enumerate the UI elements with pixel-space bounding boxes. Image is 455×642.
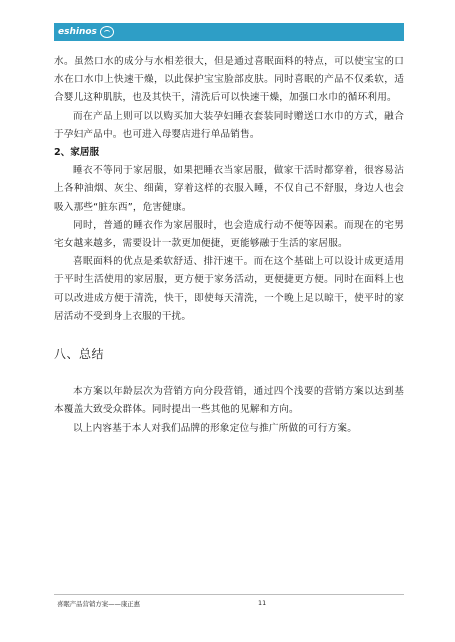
page-footer xyxy=(54,594,404,608)
paragraph-6: 本方案以年龄层次为营销方向分段营销，通过四个浅要的营销方案以达到基本覆盖大致受众群体。同时提出一些其他的见解和方向。 xyxy=(54,386,404,416)
paragraph-5: 喜眠面料的优点是柔软舒适、排汗速干。而在这个基础上可以设计成更适用于平时生活使用的家居服，更方便于家务活动，更便捷更方便。同时在面料上也可以改进成方便于清洗，快干，即使每天清洗，一个晚上足以晾干，使平时的家居活动不受到身上衣服的干扰。 xyxy=(54,256,404,322)
footer-document-title: 喜眠产品营销方案——康正惠 xyxy=(57,600,141,608)
document-body xyxy=(54,53,404,438)
logo-mark-icon xyxy=(100,26,114,38)
paragraph-4: 同时，普通的睡衣作为家居服时，也会造成行动不便等因素。而现在的宅男宅女越来越多，需要设计一款更加便捷，更能够融于生活的家居服。 xyxy=(54,219,404,250)
section-title-summary: 八、总结 xyxy=(54,347,105,362)
logo-text: eshinos xyxy=(58,27,97,37)
page-number: 11 xyxy=(258,599,267,607)
brand-logo xyxy=(58,25,114,39)
paragraph-3: 睡衣不等同于家居服，如果把睡衣当家居服，做家干活时都穿着，很容易沾上各种油烟、灰尘、细菌，穿着这样的衣服入睡，不仅自己不舒服，身边人也会吸入那些“脏东西”，危害健康。 xyxy=(54,165,404,213)
paragraph-1: 水。虽然口水的成分与水相差很大，但是通过喜眠面料的特点，可以使宝宝的口水在口水巾上快速干燥，以此保护宝宝脸部皮肤。同时喜眠的产品不仅柔软，适合婴儿这种肌肤，也及其快干，清洗后可以快速干燥，加强口水巾的循环利用。 xyxy=(54,56,404,104)
paragraph-7: 以上内容基于本人对我们品牌的形象定位与推广所做的可行方案。 xyxy=(73,422,358,434)
header-bar xyxy=(54,23,404,41)
paragraph-2: 而在产品上则可以以购买加大装孕妇睡衣套装同时赠送口水巾的方式，融合于孕妇产品中。也可进入母婴店进行单品销售。 xyxy=(54,110,404,140)
subheading-home-wear: 2、家居服 xyxy=(54,147,100,159)
